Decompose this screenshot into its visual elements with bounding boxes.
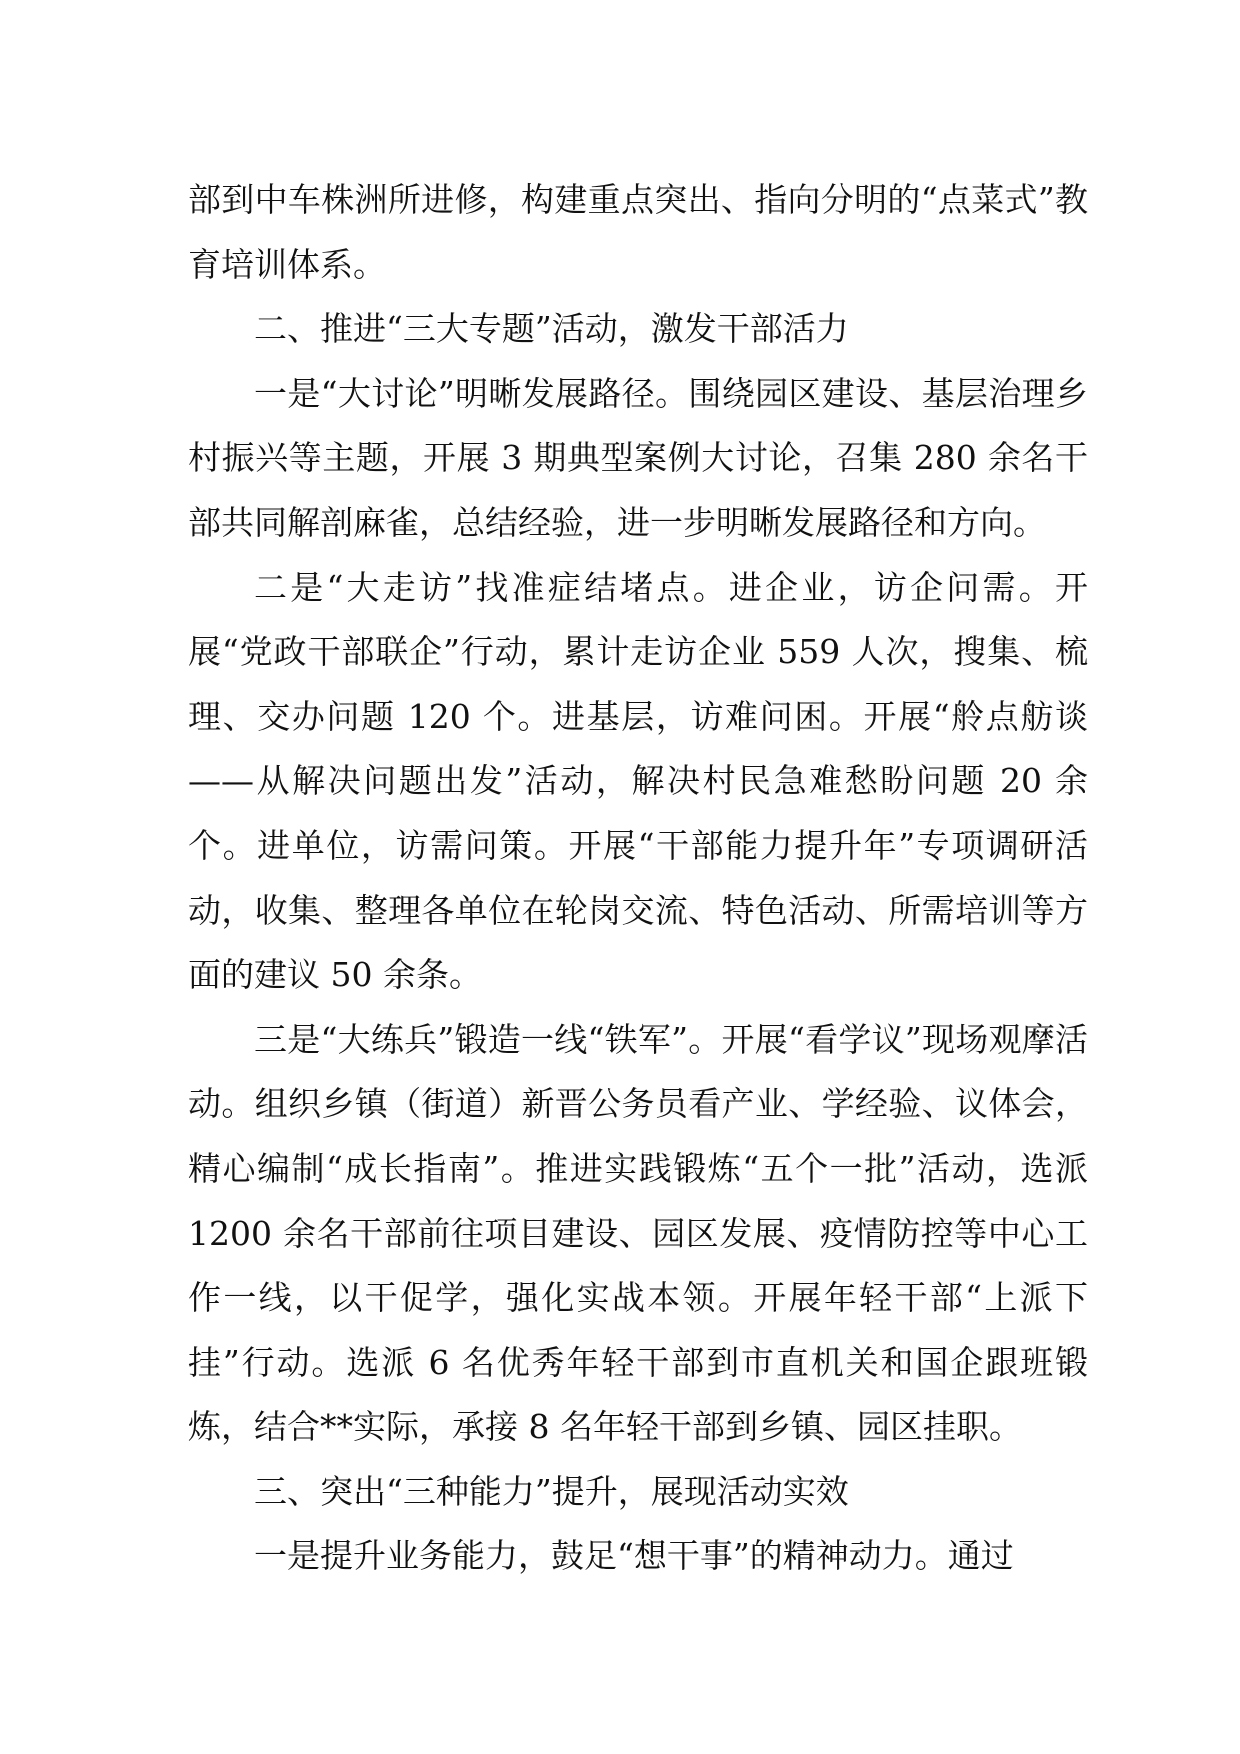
paragraph-discussion: 一是“大讨论”明晰发展路径。围绕园区建设、基层治理乡村振兴等主题，开展 3 期典型案例大讨论，召集 280 余名干部共同解剖麻雀，总结经验，进一步明晰发展路径和方向。 <box>188 373 1088 542</box>
section-heading-3: 三、突出“三种能力”提升，展现活动实效 <box>254 1471 849 1511</box>
paragraph-visit: 二是“大走访”找准症结堵点。进企业，访企问需。开展“党政干部联企”行动，累计走访企业 559 人次，搜集、梳理、交办问题 120 个。进基层，访难问困。开展“舲点舫谈——从解决问题出发”活动，解决村民急难愁盼问题 20 余个。进单位，访需问策。开展“干部能力提升年”专项调研活动，收集、整理各单位在轮岗交流、特色活动、所需培训等方面的建议 50 余条。 <box>188 567 1088 995</box>
paragraph-continuation: 部到中车株洲所进修，构建重点突出、指向分明的“点菜式”教育培训体系。 <box>188 180 1088 284</box>
paragraph-ability: 一是提升业务能力，鼓足“想干事”的精神动力。通过 <box>254 1536 1014 1576</box>
paragraph-training: 三是“大练兵”锻造一线“铁军”。开展“看学议”现场观摩活动。组织乡镇（街道）新晋公务员看产业、学经验、议体会，精心编制“成长指南”。推进实践锻炼“五个一批”活动，选派 1200 余名干部前往项目建设、园区发展、疫情防控等中心工作一线，以干促学，强化实战本领。开展年轻干部“上派下挂”行动。选派 6 名优秀年轻干部到市直机关和国企跟班锻炼，结合**实际，承接 8 名年轻干部到乡镇、园区挂职。 <box>188 1019 1088 1447</box>
section-heading-2: 二、推进“三大专题”活动，激发干部活力 <box>254 309 849 349</box>
document-body <box>188 168 1088 1589</box>
